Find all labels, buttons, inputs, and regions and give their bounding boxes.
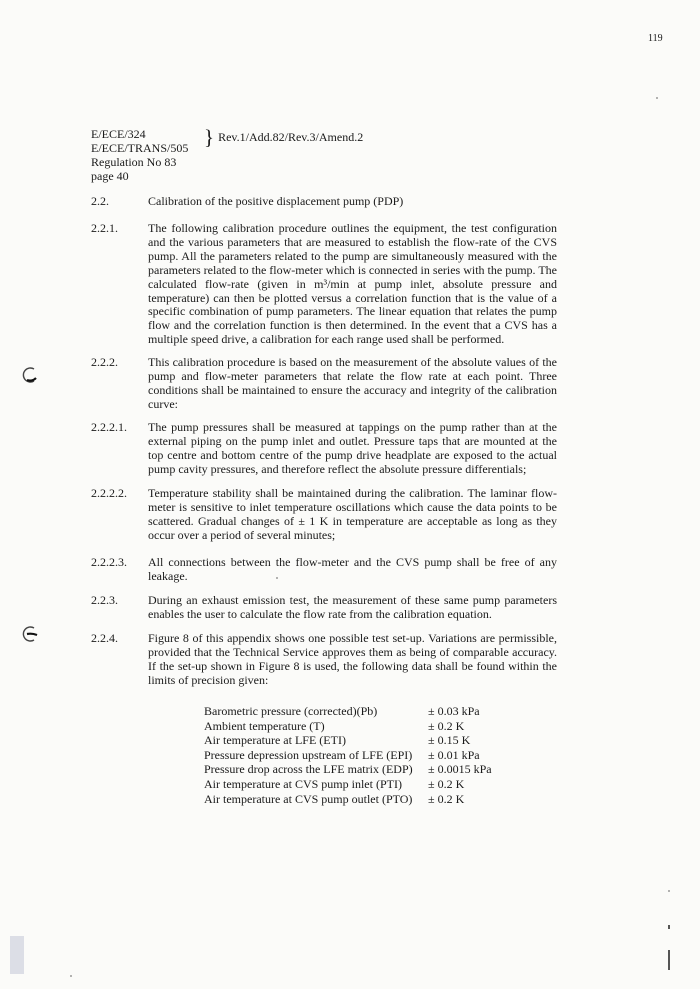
section-number: 2.2.4. — [91, 631, 118, 645]
limit-row — [204, 762, 492, 777]
section-number: 2.2.2. — [91, 355, 118, 369]
limit-row — [204, 748, 492, 763]
scan-speck — [276, 577, 278, 579]
binder-hole-icon — [19, 625, 39, 643]
limit-label: Ambient temperature (T) — [204, 718, 325, 733]
section-2-2-1 — [91, 222, 557, 347]
header-reference-text: Rev.1/Add.82/Rev.3/Amend.2 — [218, 130, 364, 144]
scan-speck — [668, 890, 670, 892]
limit-label: Air temperature at CVS pump outlet (PTO) — [204, 791, 413, 806]
limit-label: Pressure drop across the LFE matrix (EDP) — [204, 762, 413, 777]
limit-row — [204, 792, 492, 807]
limit-value: ± 0.2 K — [428, 791, 465, 806]
section-2-2-2-3 — [91, 556, 557, 584]
header-reference — [204, 125, 364, 149]
section-text: This calibration procedure is based on the measurement of the absolute values of the pump and flow-meter parameters that relate the flow rate at each point. Three conditions shall be maintained to ensure the accuracy and integrity of the calibration curve: — [148, 355, 557, 411]
section-2-2-3 — [91, 594, 557, 622]
header-symbol-2: E/ECE/TRANS/505 — [91, 141, 189, 155]
limit-value: ± 0.03 kPa — [428, 704, 480, 718]
limit-row — [204, 777, 492, 792]
limit-value: ± 0.15 K — [428, 733, 471, 748]
scan-speck — [656, 97, 658, 99]
precision-limits-table — [204, 704, 492, 806]
section-text: Figure 8 of this appendix shows one possible test set-up. Variations are permissible, provided that the Technical Service approves them as being of comparable accuracy. If the set-up shown in Figure 8 is used, the following data shall be found within the limits of precision given: — [148, 631, 557, 687]
section-2-2-4 — [91, 632, 557, 688]
section-number: 2.2.2.3. — [91, 555, 127, 569]
document-header — [91, 127, 188, 183]
section-number: 2.2. — [91, 194, 109, 208]
section-text: The pump pressures shall be measured at tappings on the pump rather than at the external piping on the pump inlet and outlet. Pressure taps that are mounted at the top centre and bottom centre of the pump drive headplate are exposed to the actual pump cavity pressures, and therefore reflect the absolute pressure differentials; — [148, 420, 557, 476]
section-number: 2.2.1. — [91, 221, 118, 235]
section-number: 2.2.2.2. — [91, 486, 127, 500]
scan-right-mark — [668, 950, 670, 970]
limit-label: Barometric pressure (corrected)(Pb) — [204, 704, 378, 718]
section-2-2-2-1 — [91, 421, 557, 477]
section-2-2-2 — [91, 356, 557, 412]
section-number: 2.2.3. — [91, 593, 118, 607]
binder-hole-icon — [19, 366, 39, 384]
limit-label: Air temperature at CVS pump inlet (PTI) — [204, 776, 402, 791]
scan-edge-mark — [10, 936, 24, 974]
header-page: page 40 — [91, 169, 129, 183]
limit-label: Air temperature at LFE (ETI) — [204, 733, 346, 748]
section-text: Temperature stability shall be maintained during the calibration. The laminar flow-meter is sensitive to inlet temperature oscillations which cause the data points to be scattered. Gradual changes of ± 1 K in temperature are acceptable as long as they occur over a period of several minutes; — [148, 486, 557, 542]
scan-speck — [70, 975, 72, 977]
limit-value: ± 0.2 K — [428, 776, 465, 791]
limit-label: Pressure depression upstream of LFE (EPI) — [204, 747, 413, 762]
limit-value: ± 0.2 K — [428, 718, 465, 733]
section-2-2 — [91, 195, 557, 209]
page-number: 119 — [648, 33, 663, 44]
header-brace: } — [204, 125, 215, 149]
limit-row — [204, 719, 492, 734]
section-2-2-2-2 — [91, 487, 557, 543]
header-symbol-1: E/ECE/324 — [91, 127, 146, 141]
section-text: The following calibration procedure outlines the equipment, the test configuration and the various parameters that are measured to establish the flow-rate of the CVS pump. All the parameters related to the pump are simultaneously measured with the parameters related to the flow-meter which is connected in series with the pump. The calculated flow-rate (given in m³/min at pump inlet, absolute pressure and temperature) can then be plotted versus a correlation function that is the value of a specific combination of pump parameters. The linear equation that relates the pump flow and the correlation function is then determined. In the event that a CVS has a multiple speed drive, a calibration for each range used shall be performed. — [148, 221, 557, 347]
limit-value: ± 0.01 kPa — [428, 747, 480, 762]
section-text: All connections between the flow-meter and the CVS pump shall be free of any leakage. — [148, 555, 557, 583]
section-text: During an exhaust emission test, the measurement of these same pump parameters enables the user to calculate the flow rate from the calibration equation. — [148, 593, 557, 621]
limit-value: ± 0.0015 kPa — [428, 762, 492, 777]
header-regulation: Regulation No 83 — [91, 155, 177, 169]
scan-right-mark — [668, 925, 670, 929]
limit-row — [204, 733, 492, 748]
section-text: Calibration of the positive displacement pump (PDP) — [148, 194, 404, 208]
limit-row — [204, 704, 492, 719]
section-number: 2.2.2.1. — [91, 420, 127, 434]
